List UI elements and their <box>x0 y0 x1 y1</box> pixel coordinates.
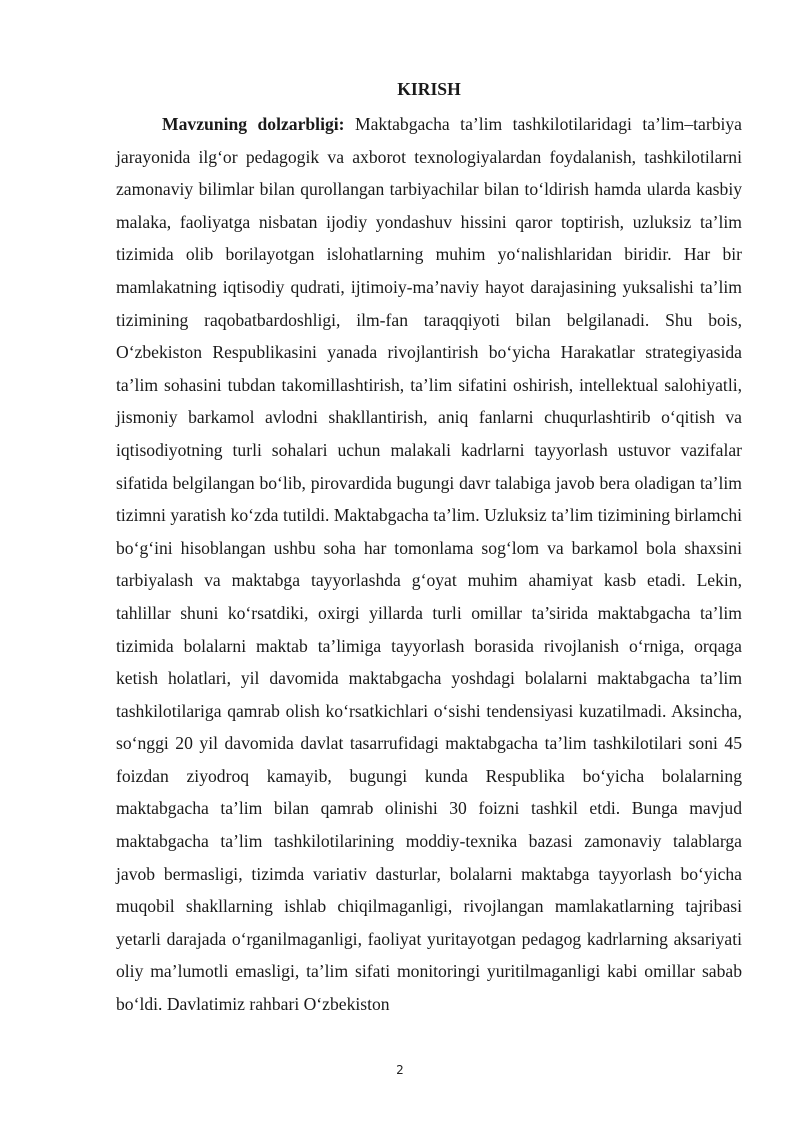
page-number: 2 <box>396 1063 404 1077</box>
document-page <box>116 76 742 1021</box>
paragraph-lead: Mavzuning dolzarbligi: <box>162 114 345 134</box>
paragraph-text: Maktabgacha ta’lim tashkilotilaridagi ta’lim–tarbiya jarayonida ilg‘or pedagogik va axborot texnologiyalardan foydalanish, tashkilotilarni zamonaviy bilimlar bilan qurollangan tarbiyachilar bilan to‘ldirish hamda ularda kasbiy malaka, faoliyatga nisbatan ijodiy yondashuv hissini qaror toptirish, uzluksiz ta’lim tizimida olib borilayotgan islohatlarning muhim yo‘nalishlaridan biridir. Har bir mamlakatning iqtisodiy qudrati, ijtimoiy-ma’naviy hayot darajasining yuksalishi ta’lim tizimining raqobatbardoshligi, ilm-fan taraqqiyoti bilan belgilanadi. Shu bois, O‘zbekiston Respublikasini yanada rivojlantirish bo‘yicha Harakatlar strategiyasida ta’lim sohasini tubdan takomillashtirish, ta’lim sifatini oshirish, intellektual salohiyatli, jismoniy barkamol avlodni shakllantirish, aniq fanlarni chuqurlashtirib o‘qitish va iqtisodiyotning turli sohalari uchun malakali kadrlarni tayyorlash ustuvor vazifalar sifatida belgilangan bo‘lib, pirovardida bugungi davr talabiga javob bera oladigan ta’lim tizimni yaratish ko‘zda tutildi. Maktabgacha ta’lim. Uzluksiz ta’lim tizimining birlamchi bo‘g‘ini hisoblangan ushbu soha har tomonlama sog‘lom va barkamol bola shaxsini tarbiyalash va maktabga tayyorlashda g‘oyat muhim ahamiyat kasb etadi. Lekin, tahlillar shuni ko‘rsatdiki, oxirgi yillarda turli omillar ta’sirida maktabgacha ta’lim tizimida bolalarni maktab ta’limiga tayyorlash borasida rivojlanish o‘rniga, orqaga ketish holatlari, yil davomida maktabgacha yoshdagi bolalarni maktabgacha ta’lim tashkilotilariga qamrab olish ko‘rsatkichlari o‘sishi tendensiyasi kuzatilmadi. Aksincha, so‘nggi 20 yil davomida davlat tasarrufidagi maktabgacha ta’lim tashkilotilari soni 45 foizdan ziyodroq kamayib, bugungi kunda Respublika bo‘yicha bolalarning maktabgacha ta’lim bilan qamrab olinishi 30 foizni tashkil etdi. Bunga mavjud maktabgacha ta’lim tashkilotilarining moddiy-texnika bazasi zamonaviy talablarga javob bermasligi, tizimda variativ dasturlar, bolalarni maktabga tayyorlash bo‘yicha muqobil shakllarning ishlab chiqilmaganligi, rivojlangan mamlakatlarning tajribasi yetarli darajada o‘rganilmaganligi, faoliyat yuritayotgan pedagog kadrlarning aksariyati oliy ma’lumotli emasligi, ta’lim sifati monitoringi yuritilmaganligi kabi omillar sabab bo‘ldi. Davlatimiz rahbari O‘zbekiston <box>116 114 742 1015</box>
section-title: KIRISH <box>397 79 461 99</box>
body-paragraph <box>116 108 742 1021</box>
